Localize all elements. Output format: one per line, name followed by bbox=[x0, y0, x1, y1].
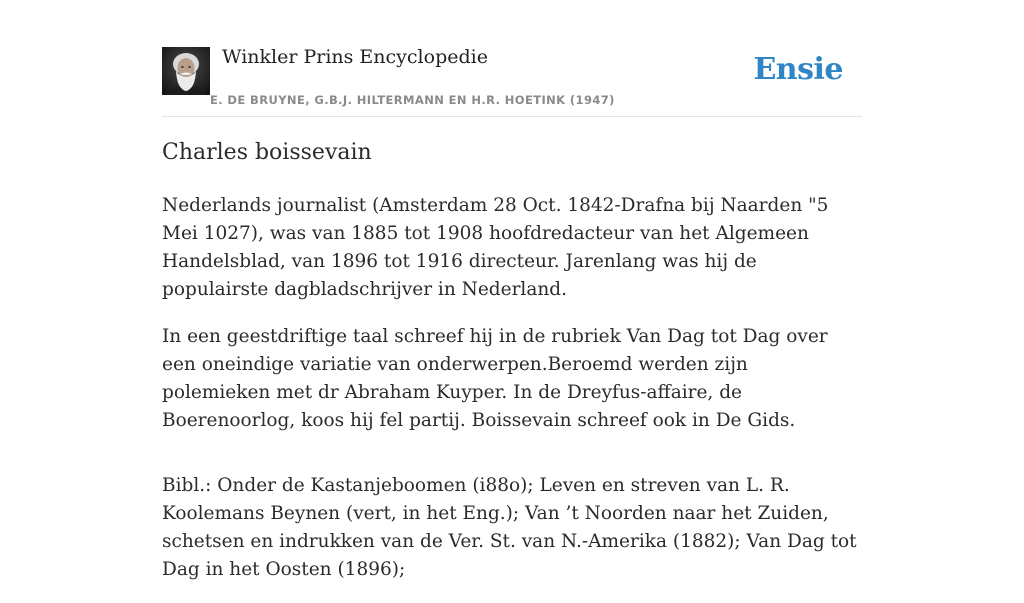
author-avatar[interactable] bbox=[162, 47, 210, 95]
article-body bbox=[162, 192, 862, 603]
article-paragraph: In een geestdriftige taal schreef hij in de rubriek Van Dag tot Dag over een oneindige variatie van onderwerpen.Beroemd werden zijn polemieken met dr Abraham Kuyper. In de Dreyfus-affaire, de Boerenoorlog, koos hij fel partij. Boissevain schreef ook in De Gids. bbox=[162, 326, 828, 431]
article-paragraph: Nederlands journalist (Amsterdam 28 Oct. 1842-Drafna bij Naarden "5 Mei 1027), was van 1885 tot 1908 hoofdredacteur van het Algemeen Handelsblad, van 1896 tot 1916 directeur. Jarenlang was hij de populairste dagbladschrijver in Nederland. bbox=[162, 195, 829, 300]
portrait-photo-icon bbox=[162, 47, 210, 95]
source-authors: E. DE BRUYNE, G.B.J. HILTERMANN EN H.R. HOETINK (1947) bbox=[210, 93, 615, 107]
article-title: Charles boissevain bbox=[162, 140, 372, 165]
bibliography-paragraph: Bibl.: Onder de Kastanjeboomen (i88o); Leven en streven van L. R. Koolemans Beynen (vert, in het Eng.); Van ’t Noorden naar het Zuiden, schetsen en indrukken van de Ver. St. van N.-Amerika (1882); Van Dag tot Dag in het Oosten (1896); bbox=[162, 475, 857, 580]
source-title[interactable]: Winkler Prins Encyclopedie bbox=[222, 46, 488, 68]
source-header bbox=[162, 40, 862, 117]
ensie-logo-link[interactable]: Ensie bbox=[753, 52, 843, 87]
